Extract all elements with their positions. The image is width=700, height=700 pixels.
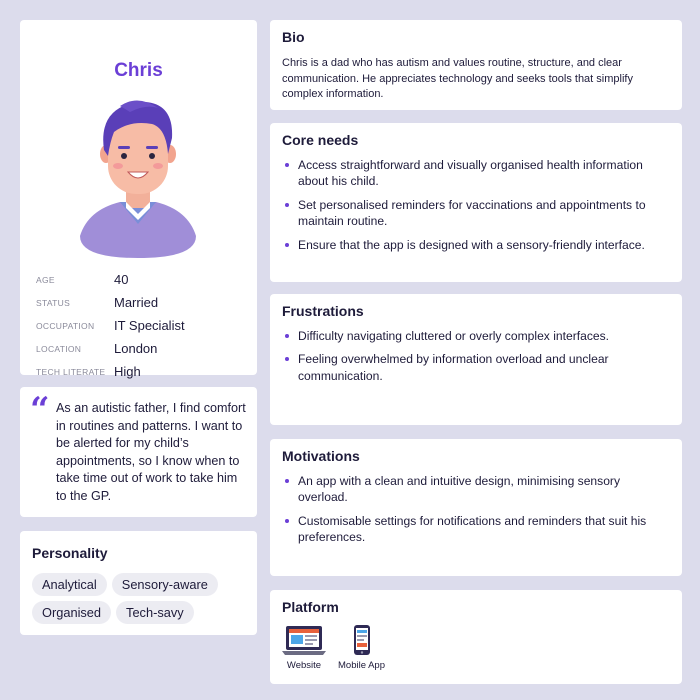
fact-tech-literate	[36, 360, 246, 383]
personality-tag: Organised	[32, 601, 111, 624]
motivations-card	[270, 439, 682, 576]
fact-value: Married	[114, 295, 159, 310]
list-item: Access straightforward and visually organised health information about his child.	[282, 157, 672, 190]
fact-label: TECH LITERATE	[36, 366, 106, 377]
platform-mobile	[338, 624, 385, 671]
frustrations-card	[270, 294, 682, 425]
avatar	[80, 98, 196, 258]
quote-text: As an autistic father, I find comfort in routines and patterns. I want to be alerted for my child’s appointments, so I know when to take time out of work to take him to the GP.	[56, 401, 246, 503]
profile-card	[20, 20, 257, 379]
fact-age	[36, 268, 246, 291]
platform-label: Website	[286, 660, 322, 671]
fact-value: London	[114, 341, 158, 356]
quote-card	[20, 387, 257, 517]
core-needs-title: Core needs	[282, 132, 359, 148]
platform-card	[270, 590, 682, 684]
persona-name: Chris	[114, 60, 163, 81]
list-item: Ensure that the app is designed with a sensory-friendly interface.	[282, 237, 672, 253]
platform-website	[282, 624, 326, 671]
personality-tag: Analytical	[32, 573, 107, 596]
personality-tag: Tech-savy	[116, 601, 194, 624]
fact-value: IT Specialist	[114, 318, 185, 333]
motivations-title: Motivations	[282, 448, 360, 464]
fact-location	[36, 337, 246, 360]
quote-icon: “	[30, 390, 50, 430]
bio-text: Chris is a dad who has autism and values routine, structure, and clear communication. He appreciates technology and seeks tools that simplify complex information.	[282, 57, 633, 100]
fact-label: AGE	[36, 274, 55, 285]
personality-tags	[32, 573, 254, 624]
phone-icon	[353, 624, 371, 656]
fact-value: 40	[114, 272, 129, 287]
frustrations-title: Frustrations	[282, 303, 364, 319]
fact-label: STATUS	[36, 297, 71, 308]
laptop-icon	[282, 624, 326, 656]
motivations-list	[282, 473, 672, 553]
list-item: An app with a clean and intuitive design, minimising sensory overload.	[282, 473, 672, 506]
core-needs-card	[270, 123, 682, 282]
fact-label: OCCUPATION	[36, 320, 95, 331]
platform-label: Mobile App	[338, 660, 386, 671]
personality-tag: Sensory-aware	[112, 573, 218, 596]
fact-value: High	[114, 364, 141, 379]
fact-status	[36, 291, 246, 314]
list-item: Feeling overwhelmed by information overload and unclear communication.	[282, 351, 672, 384]
platform-list	[282, 624, 385, 671]
personality-title: Personality	[32, 545, 108, 561]
bio-title: Bio	[282, 29, 305, 45]
bio-card	[270, 20, 682, 110]
platform-title: Platform	[282, 599, 339, 615]
list-item: Set personalised reminders for vaccinations and appointments to maintain routine.	[282, 197, 672, 230]
list-item: Customisable settings for notifications and reminders that suit his preferences.	[282, 513, 672, 546]
core-needs-list	[282, 157, 672, 260]
list-item: Difficulty navigating cluttered or overly complex interfaces.	[282, 328, 672, 344]
fact-label: LOCATION	[36, 343, 82, 354]
profile-facts	[36, 268, 246, 383]
fact-occupation	[36, 314, 246, 337]
frustrations-list	[282, 328, 672, 391]
personality-card	[20, 531, 257, 635]
